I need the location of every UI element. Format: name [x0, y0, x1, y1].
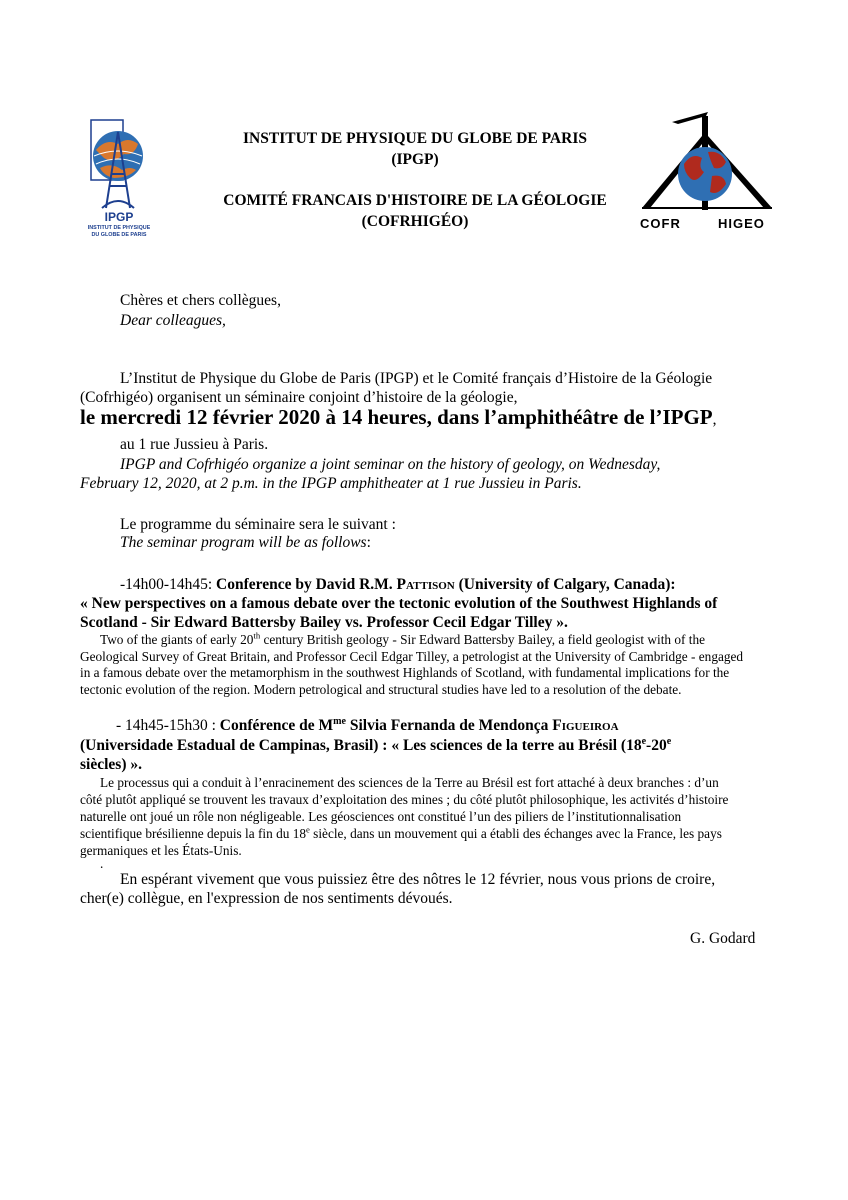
program-en: The seminar program will be as follows — [120, 534, 367, 551]
closing-line1: En espérant vivement que vous puissiez être des nôtres le 12 février, nous vous prions de croire, — [120, 871, 716, 888]
talk2-abstract-line2: côté plutôt appliqué se trouvent les travaux d’exploitation des mines ; du côté plutôt philosophique, les activités d’histoire — [80, 792, 729, 807]
salutation-fr: Chères et chers collègues, — [120, 292, 281, 309]
intro-en-line2: February 12, 2020, at 2 p.m. in the IPGP amphitheater at 1 rue Jussieu in Paris. — [80, 475, 582, 492]
talk2-abs4b: siècle, dans un mouvement qui a établi des échanges avec la France, les pays — [309, 826, 722, 841]
closing-line2: cher(e) collègue, en l'expression de nos sentiments dévoués. — [80, 890, 453, 907]
talk2-time: - 14h45-15h30 : — [116, 717, 216, 734]
talk1-heading-b: (University of Calgary, Canada): — [454, 576, 676, 593]
header-committee-acronym: (COFRHIGÉO) — [361, 213, 469, 230]
talk2-abs4a: scientifique brésilienne depuis la fin du 18 — [80, 826, 306, 841]
talk2-abs4sup: e — [306, 824, 310, 835]
talk1-abstract-line4: tectonic evolution of the region. Modern petrological and structural studies have led to a resolution of the debate. — [80, 682, 682, 697]
header-committee-name: COMITÉ FRANCAIS D'HISTOIRE DE LA GÉOLOGIE — [223, 192, 607, 209]
intro-date-comma: , — [712, 411, 717, 428]
ipgp-logo-acronym: IPGP — [104, 210, 134, 224]
world-globe-icon — [678, 147, 732, 201]
talk2-abstract-line1: Le processus qui a conduit à l’enracinement des sciences de la Terre au Brésil est fort attaché à deux branches : d’un — [100, 775, 719, 790]
talk2-title-line2: siècles) ». — [80, 756, 142, 773]
talk2-abstract-line4 — [80, 825, 722, 842]
talk2-line2a: (Universidade Estadual de Campinas, Brasil) : « Les sciences de la terre au Brésil (18 — [80, 737, 642, 754]
talk1-time: -14h00-14h45: — [120, 576, 213, 593]
talk1-surname-cap: P — [396, 576, 407, 593]
intro-date-bold: le mercredi 12 février 2020 à 14 heures, dans l’amphithéâtre de l’IPGP — [80, 405, 713, 429]
signature: G. Godard — [690, 930, 756, 947]
talk2-abstract-line3: naturelle ont joué un rôle non négligeable. Les géosciences ont constitué l’un des piliers de l’institutionnalisation — [80, 809, 682, 824]
talk1-surname-rest: attison — [406, 576, 455, 593]
talk1-abstract-line1 — [100, 631, 705, 648]
talk2-head-sup: me — [333, 715, 346, 727]
talk2-line2sup1: e — [641, 735, 647, 747]
header-institute-name: INSTITUT DE PHYSIQUE DU GLOBE DE PARIS — [243, 130, 587, 147]
ipgp-logo-sub1: INSTITUT DE PHYSIQUE — [88, 225, 150, 231]
cofrhigeo-logo — [632, 112, 782, 234]
talk2-surname-cap: F — [552, 717, 562, 734]
talk2-line2sup2: e — [666, 735, 672, 747]
talk1-abs1sup: th — [253, 630, 261, 641]
talk2-head-a: Conférence de M — [215, 717, 334, 734]
intro-fr-line2: (Cofrhigéo) organisent un séminaire conjoint d’histoire de la géologie, — [80, 389, 518, 406]
cofrhigeo-logo-word2: HIGEO — [718, 216, 765, 231]
talk1-heading — [120, 575, 676, 594]
intro-en-line1: IPGP and Cofrhigéo organize a joint seminar on the history of geology, on Wednesday, — [120, 456, 661, 473]
talk2-abstract-line5: germaniques et les États-Unis. — [80, 843, 242, 858]
talk1-heading-a: Conference by David R.M. — [212, 576, 397, 593]
talk2-line2b: -20 — [646, 737, 667, 754]
talk2-head-b: Silvia Fernanda de Mendonça — [345, 717, 553, 734]
program-en-colon: : — [366, 534, 371, 551]
header-institute-acronym: (IPGP) — [391, 151, 439, 168]
salutation-en: Dear colleagues, — [120, 312, 226, 329]
intro-fr-line1: L’Institut de Physique du Globe de Paris (IPGP) et le Comité français d’Histoire de la Géologie — [120, 370, 713, 387]
talk2-surname-rest: igueiroa — [561, 717, 619, 734]
talk1-title-line2: Scotland - Sir Edward Battersby Bailey vs. Professor Cecil Edgar Tilley ». — [80, 614, 568, 631]
program-en-line — [120, 533, 371, 552]
talk1-title-line1: « New perspectives on a famous debate over the tectonic evolution of the Southwest Highlands of — [80, 595, 718, 612]
talk2-title-line1 — [80, 736, 671, 755]
intro-date-line — [80, 405, 717, 429]
talk2-trailing-dot: . — [100, 856, 104, 871]
talk1-abstract-line3: in a famous debate over the metamorphism in the southwest Highlands of Scotland, with fundamental implications for the — [80, 665, 730, 680]
program-fr: Le programme du séminaire sera le suivant : — [120, 516, 396, 533]
ipgp-logo — [88, 116, 150, 238]
talk1-abstract-line2: Geological Survey of Great Britain, and Professor Cecil Edgar Tilley, a petrologist at the University of Cambridge - engaged — [80, 649, 744, 664]
talk1-abs1b: century British geology - Sir Edward Battersby Bailey, a field geologist with of the — [260, 632, 706, 647]
talk1-abs1a: Two of the giants of early 20 — [100, 632, 254, 647]
ipgp-logo-sub2: DU GLOBE DE PARIS — [91, 232, 147, 238]
talk2-heading — [116, 716, 619, 735]
intro-place: au 1 rue Jussieu à Paris. — [120, 436, 269, 453]
cofrhigeo-logo-word1: COFR — [640, 216, 681, 231]
